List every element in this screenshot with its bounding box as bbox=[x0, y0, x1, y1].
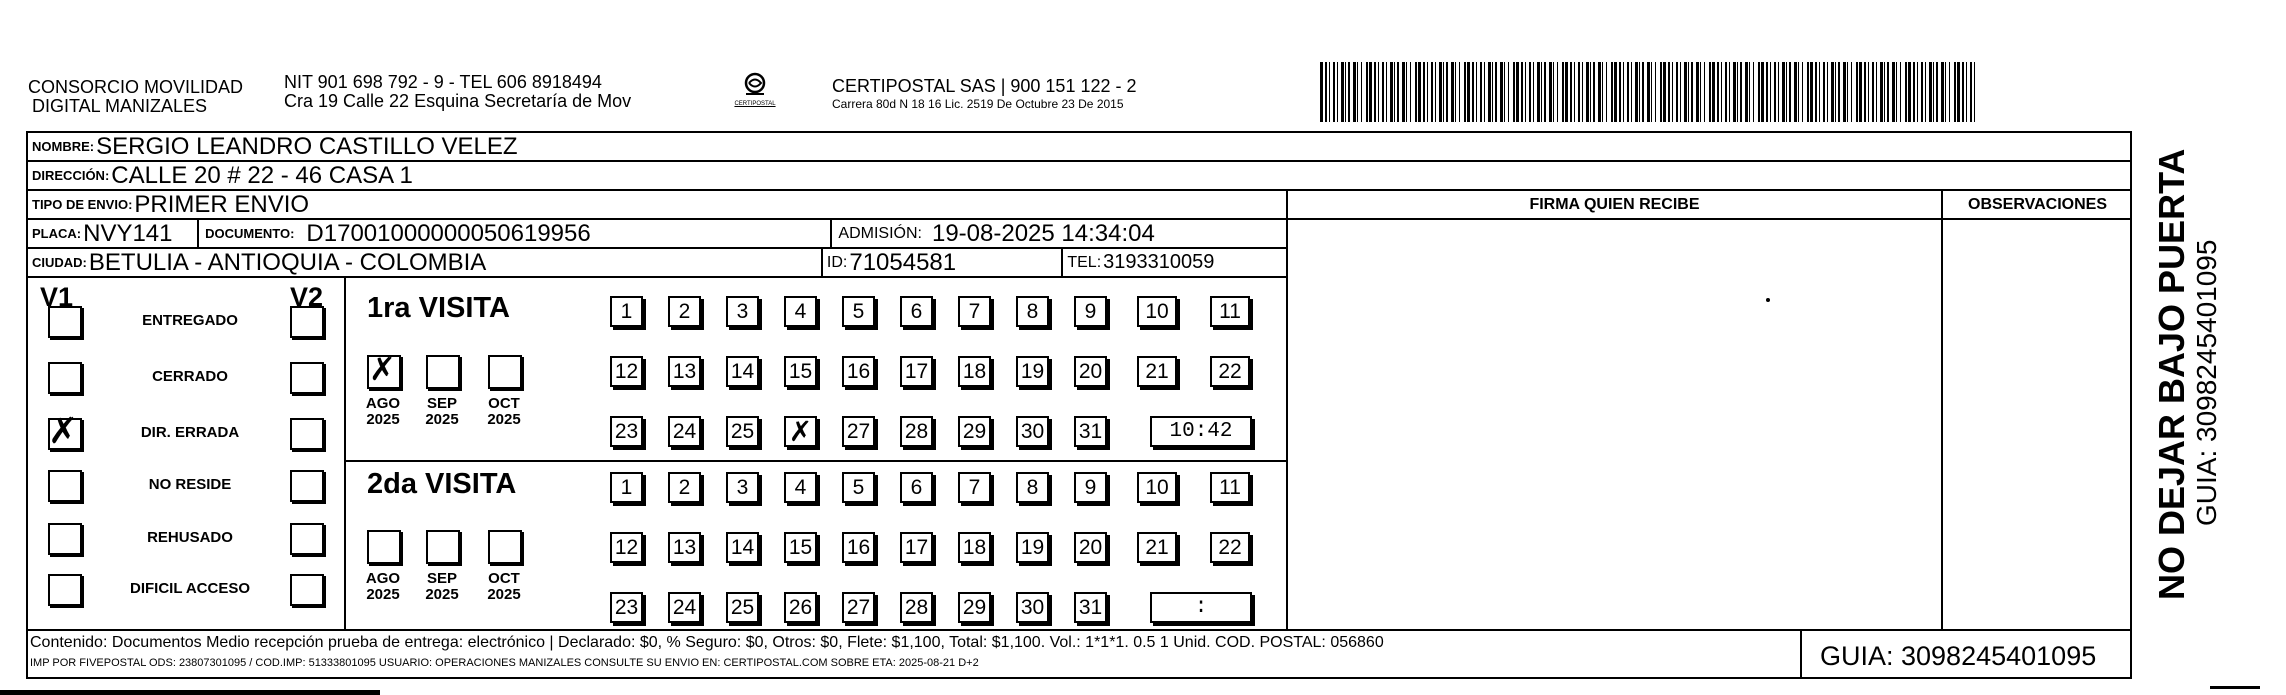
tipo-envio-value: PRIMER ENVIO bbox=[134, 190, 310, 218]
day-box[interactable]: 11 bbox=[1210, 296, 1250, 327]
month-year: 2025 bbox=[425, 586, 459, 603]
day-box[interactable]: 30 bbox=[1016, 416, 1049, 447]
day-box[interactable]: 12 bbox=[610, 532, 643, 563]
nombre-value: SERGIO LEANDRO CASTILLO VELEZ bbox=[96, 132, 518, 160]
day-box[interactable]: 18 bbox=[958, 532, 991, 563]
day-box[interactable]: 20 bbox=[1074, 532, 1107, 563]
month-checkbox[interactable] bbox=[367, 530, 401, 564]
day-box[interactable]: 28 bbox=[900, 416, 933, 447]
tipo-envio-row: TIPO DE ENVIO: PRIMER ENVIO bbox=[26, 189, 1288, 218]
day-box[interactable]: 9 bbox=[1074, 472, 1107, 503]
v2-checkbox[interactable] bbox=[290, 306, 324, 338]
month-name: OCT bbox=[488, 570, 520, 587]
time-box[interactable]: : bbox=[1150, 592, 1252, 623]
day-box[interactable]: 7 bbox=[958, 296, 991, 327]
day-box[interactable]: 11 bbox=[1210, 472, 1250, 503]
month-name: AGO bbox=[365, 570, 401, 587]
day-box[interactable]: 25 bbox=[726, 592, 759, 623]
month-label bbox=[417, 571, 467, 603]
day-box[interactable]: 17 bbox=[900, 356, 933, 387]
day-box[interactable]: 1 bbox=[610, 296, 643, 327]
day-box[interactable]: 28 bbox=[900, 592, 933, 623]
firma-area[interactable] bbox=[1288, 220, 1941, 630]
cut-mark-right bbox=[2210, 686, 2260, 689]
direccion-row: DIRECCIÓN: CALLE 20 # 22 - 46 CASA 1 bbox=[26, 160, 2132, 189]
status-label: DIR. ERRADA bbox=[140, 424, 240, 441]
day-box[interactable]: 26 bbox=[784, 592, 817, 623]
day-box[interactable]: 23 bbox=[610, 592, 643, 623]
day-box[interactable]: 30 bbox=[1016, 592, 1049, 623]
day-box[interactable] bbox=[784, 416, 817, 447]
day-box[interactable]: 18 bbox=[958, 356, 991, 387]
day-box[interactable]: 24 bbox=[668, 592, 701, 623]
certipostal-logo-icon bbox=[740, 72, 770, 96]
month-label bbox=[358, 396, 408, 428]
barcode-graphic bbox=[1320, 62, 1980, 122]
day-box[interactable]: 29 bbox=[958, 416, 991, 447]
day-box[interactable]: 8 bbox=[1016, 472, 1049, 503]
month-checkbox[interactable] bbox=[488, 530, 522, 564]
day-box[interactable]: 10 bbox=[1137, 296, 1177, 327]
side-warning: NO DEJAR BAJO PUERTA bbox=[2151, 148, 2192, 600]
side-guia: GUIA: 3098245401095 bbox=[2191, 239, 2222, 526]
day-box[interactable]: 4 bbox=[784, 472, 817, 503]
day-box[interactable]: 14 bbox=[726, 356, 759, 387]
day-box[interactable]: 13 bbox=[668, 532, 701, 563]
admision-value: 19-08-2025 14:34:04 bbox=[931, 219, 1155, 247]
day-box[interactable]: 2 bbox=[668, 472, 701, 503]
day-box[interactable]: 24 bbox=[668, 416, 701, 447]
day-box[interactable]: 21 bbox=[1137, 532, 1177, 563]
id-value: 71054581 bbox=[849, 248, 957, 276]
day-box[interactable]: 20 bbox=[1074, 356, 1107, 387]
visit2-title: 2da VISITA bbox=[367, 468, 517, 500]
observaciones-area[interactable] bbox=[1943, 220, 2130, 630]
cut-mark bbox=[0, 690, 380, 695]
month-label bbox=[479, 396, 529, 428]
month-label bbox=[358, 571, 408, 603]
footer-contenido: Contenido: Documentos Medio recepción prueba de entrega: electrónico | Declarado: $0, % Seguro: $0, Otros: $0, Flete: $1,100, Total: $1,100. Vol.: 1*1*1. 0.5 1 Unid. COD. POSTAL: 056860 bbox=[30, 634, 1384, 651]
company-nit: NIT 901 698 792 - 9 - TEL 606 8918494 Cra 19 Calle 22 Esquina Secretaría de Mov bbox=[284, 72, 632, 111]
day-box[interactable]: 19 bbox=[1016, 532, 1049, 563]
day-box[interactable]: 8 bbox=[1016, 296, 1049, 327]
firma-header: FIRMA QUIEN RECIBE bbox=[1529, 196, 1700, 213]
day-box[interactable]: 29 bbox=[958, 592, 991, 623]
month-name: AGO bbox=[365, 395, 401, 412]
v2-checkbox[interactable] bbox=[290, 418, 324, 450]
v1-checkbox[interactable] bbox=[48, 411, 82, 452]
day-box[interactable]: 10 bbox=[1137, 472, 1177, 503]
day-box[interactable]: 22 bbox=[1210, 532, 1250, 563]
day-box[interactable]: 5 bbox=[842, 296, 875, 327]
month-checkbox[interactable] bbox=[426, 530, 460, 564]
observaciones-header: OBSERVACIONES bbox=[1968, 196, 2107, 213]
day-box[interactable]: 1 bbox=[610, 472, 643, 503]
month-name: SEP bbox=[426, 570, 457, 587]
ciudad-row: CIUDAD: BETULIA - ANTIOQUIA - COLOMBIA ID: 71054581 TEL: 3193310059 bbox=[26, 247, 1288, 276]
day-box[interactable]: 3 bbox=[726, 296, 759, 327]
company-name: CONSORCIO MOVILIDAD DIGITAL MANIZALES bbox=[28, 77, 244, 116]
placa-value: NVY141 bbox=[83, 219, 173, 247]
day-box[interactable]: 16 bbox=[842, 532, 875, 563]
day-box[interactable]: 2 bbox=[668, 296, 701, 327]
day-box[interactable]: 17 bbox=[900, 532, 933, 563]
month-year: 2025 bbox=[366, 411, 400, 428]
month-checkbox[interactable] bbox=[426, 355, 460, 389]
v1-checkbox[interactable] bbox=[48, 574, 82, 606]
status-label: DIFICIL ACCESO bbox=[129, 580, 250, 597]
v1-checkbox[interactable] bbox=[48, 362, 82, 394]
tel-value: 3193310059 bbox=[1103, 251, 1215, 273]
visit1-title: 1ra VISITA bbox=[367, 292, 510, 324]
month-label bbox=[417, 396, 467, 428]
status-label: ENTREGADO bbox=[142, 312, 238, 329]
barcode bbox=[1320, 62, 1980, 122]
day-box[interactable]: 25 bbox=[726, 416, 759, 447]
v1-checkbox[interactable] bbox=[48, 306, 82, 338]
certipostal-logo: CERTIPOSTAL bbox=[725, 72, 785, 107]
v1-checkbox[interactable] bbox=[48, 523, 82, 555]
day-box[interactable]: 14 bbox=[726, 532, 759, 563]
status-label: NO RESIDE bbox=[148, 476, 232, 493]
day-box[interactable]: 31 bbox=[1074, 592, 1107, 623]
day-box[interactable]: 23 bbox=[610, 416, 643, 447]
day-box[interactable]: 13 bbox=[668, 356, 701, 387]
day-box[interactable]: 15 bbox=[784, 356, 817, 387]
day-box[interactable]: 22 bbox=[1210, 356, 1250, 387]
status-grid bbox=[26, 276, 1288, 631]
side-text bbox=[2152, 120, 2222, 600]
status-label: CERRADO bbox=[152, 368, 228, 385]
month-checkbox[interactable] bbox=[488, 355, 522, 389]
day-box[interactable]: 3 bbox=[726, 472, 759, 503]
documento-value: D17001000000050619956 bbox=[306, 219, 591, 247]
day-box[interactable]: 21 bbox=[1137, 356, 1177, 387]
month-check-mark: ✗ bbox=[369, 350, 396, 388]
month-year: 2025 bbox=[366, 586, 400, 603]
month-year: 2025 bbox=[487, 411, 521, 428]
day-box[interactable]: 7 bbox=[958, 472, 991, 503]
v1-label: V1 bbox=[40, 282, 74, 312]
day-box[interactable]: 27 bbox=[842, 416, 875, 447]
month-year: 2025 bbox=[425, 411, 459, 428]
certipostal-info: CERTIPOSTAL SAS | 900 151 122 - 2 Carrera 80d N 18 16 Lic. 2519 De Octubre 23 De 2015 bbox=[832, 76, 1137, 111]
day-box[interactable]: 15 bbox=[784, 532, 817, 563]
signature-dot bbox=[1766, 298, 1770, 302]
day-box[interactable]: 12 bbox=[610, 356, 643, 387]
v2-checkbox[interactable] bbox=[290, 523, 324, 555]
v1-check-mark: ✗ bbox=[48, 411, 79, 452]
day-box[interactable]: 6 bbox=[900, 296, 933, 327]
month-checkbox[interactable] bbox=[367, 350, 401, 389]
footer-impresion: IMP POR FIVEPOSTAL ODS: 23807301095 / COD.IMP: 51333801095 USUARIO: OPERACIONES MANIZALES CONSULTE SU ENVIO EN: CERTIPOSTAL.COM SOBRE ETA: 2025-08-21 D+2 bbox=[30, 657, 979, 669]
day-box[interactable]: 27 bbox=[842, 592, 875, 623]
day-box[interactable]: 9 bbox=[1074, 296, 1107, 327]
v2-checkbox[interactable] bbox=[290, 470, 324, 502]
v1-checkbox[interactable] bbox=[48, 470, 82, 502]
day-check-mark: ✗ bbox=[788, 414, 813, 448]
day-box[interactable]: 5 bbox=[842, 472, 875, 503]
month-year: 2025 bbox=[487, 586, 521, 603]
v2-checkbox[interactable] bbox=[290, 574, 324, 606]
month-name: OCT bbox=[488, 395, 520, 412]
direccion-value: CALLE 20 # 22 - 46 CASA 1 bbox=[111, 161, 413, 189]
time-box[interactable]: 10:42 bbox=[1150, 416, 1252, 447]
v2-checkbox[interactable] bbox=[290, 362, 324, 394]
day-box[interactable]: 16 bbox=[842, 356, 875, 387]
placa-row: PLACA: NVY141 DOCUMENTO: D17001000000050619956 ADMISIÓN: 19-08-2025 14:34:04 bbox=[26, 218, 1288, 247]
day-box[interactable]: 19 bbox=[1016, 356, 1049, 387]
nombre-row: NOMBRE: SERGIO LEANDRO CASTILLO VELEZ bbox=[26, 131, 2132, 160]
month-name: SEP bbox=[426, 395, 457, 412]
day-box[interactable]: 6 bbox=[900, 472, 933, 503]
ciudad-value: BETULIA - ANTIOQUIA - COLOMBIA bbox=[88, 248, 487, 276]
month-label bbox=[479, 571, 529, 603]
footer-guia: GUIA: 3098245401095 bbox=[1820, 641, 2097, 671]
day-box[interactable]: 31 bbox=[1074, 416, 1107, 447]
status-label: REHUSADO bbox=[147, 529, 233, 546]
v2-label: V2 bbox=[290, 282, 324, 312]
day-box[interactable]: 4 bbox=[784, 296, 817, 327]
